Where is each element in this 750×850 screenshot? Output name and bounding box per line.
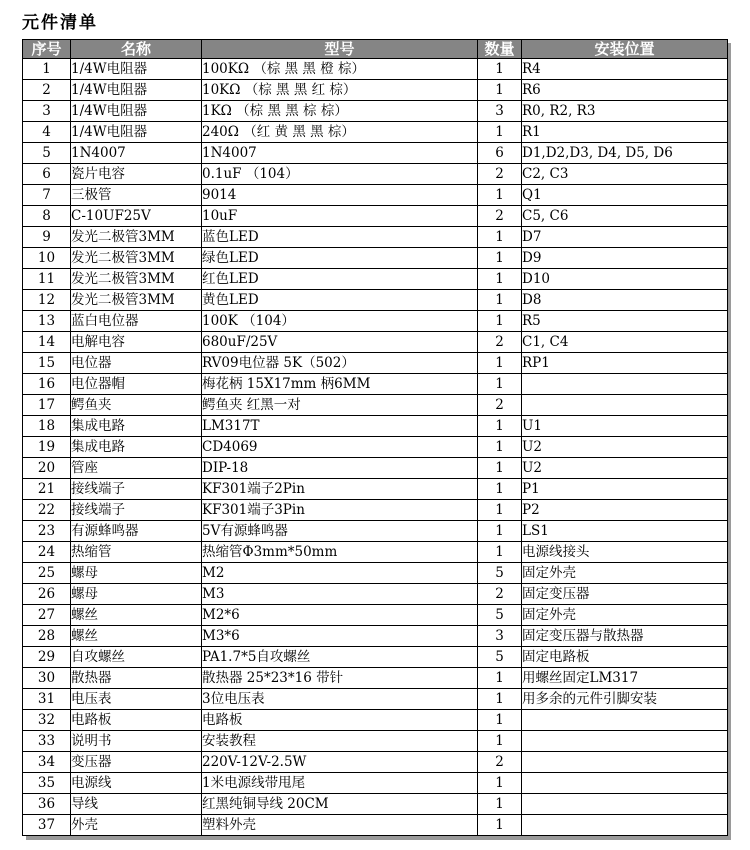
component-model: 100KΩ （棕 黑 黑 橙 棕） <box>202 59 478 80</box>
component-quantity: 5 <box>478 647 522 668</box>
component-name: 发光二极管3MM <box>71 269 202 290</box>
component-model: 梅花柄 15X17mm 柄6MM <box>202 374 478 395</box>
component-name: 接线端子 <box>71 479 202 500</box>
install-position: D1,D2,D3, D4, D5, D6 <box>522 143 728 164</box>
component-model: LM317T <box>202 416 478 437</box>
component-name: 三极管 <box>71 185 202 206</box>
component-model: 鳄鱼夹 红黑一对 <box>202 395 478 416</box>
install-position: U2 <box>522 458 728 479</box>
component-name: 螺母 <box>71 563 202 584</box>
row-number: 13 <box>23 311 71 332</box>
row-number: 8 <box>23 206 71 227</box>
component-model: RV09电位器 5K（502） <box>202 353 478 374</box>
component-name: 螺母 <box>71 584 202 605</box>
row-number: 3 <box>23 101 71 122</box>
component-model: DIP-18 <box>202 458 478 479</box>
component-model: 3位电压表 <box>202 689 478 710</box>
component-name: 1/4W电阻器 <box>71 59 202 80</box>
component-name: 电位器帽 <box>71 374 202 395</box>
component-name: 电压表 <box>71 689 202 710</box>
install-position <box>522 395 728 416</box>
component-model: 安装教程 <box>202 731 478 752</box>
row-number: 23 <box>23 521 71 542</box>
row-number: 1 <box>23 59 71 80</box>
component-name: 热缩管 <box>71 542 202 563</box>
table-row <box>23 689 728 710</box>
component-quantity: 1 <box>478 59 522 80</box>
component-quantity: 1 <box>478 374 522 395</box>
component-model: KF301端子2Pin <box>202 479 478 500</box>
row-number: 29 <box>23 647 71 668</box>
component-name: 发光二极管3MM <box>71 227 202 248</box>
install-position: D8 <box>522 290 728 311</box>
row-number: 11 <box>23 269 71 290</box>
install-position: 固定电路板 <box>522 647 728 668</box>
row-number: 17 <box>23 395 71 416</box>
row-number: 16 <box>23 374 71 395</box>
component-name: 变压器 <box>71 752 202 773</box>
row-number: 26 <box>23 584 71 605</box>
component-quantity: 5 <box>478 563 522 584</box>
row-number: 30 <box>23 668 71 689</box>
table-body <box>23 59 728 836</box>
component-name: 导线 <box>71 794 202 815</box>
header-no: 序号 <box>23 40 71 59</box>
component-model: M3*6 <box>202 626 478 647</box>
install-position: 固定外壳 <box>522 563 728 584</box>
table-row <box>23 311 728 332</box>
table-row <box>23 647 728 668</box>
component-quantity: 1 <box>478 269 522 290</box>
row-number: 10 <box>23 248 71 269</box>
component-model: CD4069 <box>202 437 478 458</box>
table-row <box>23 227 728 248</box>
table-row <box>23 101 728 122</box>
table-row <box>23 374 728 395</box>
table-row <box>23 164 728 185</box>
row-number: 5 <box>23 143 71 164</box>
component-name: 管座 <box>71 458 202 479</box>
component-model: M2 <box>202 563 478 584</box>
component-name: 瓷片电容 <box>71 164 202 185</box>
row-number: 12 <box>23 290 71 311</box>
component-model: 680uF/25V <box>202 332 478 353</box>
component-quantity: 3 <box>478 101 522 122</box>
install-position: 固定外壳 <box>522 605 728 626</box>
table-row <box>23 752 728 773</box>
row-number: 7 <box>23 185 71 206</box>
header-qty: 数量 <box>478 40 522 59</box>
component-name: 集成电路 <box>71 416 202 437</box>
component-quantity: 1 <box>478 290 522 311</box>
row-number: 24 <box>23 542 71 563</box>
component-name: 接线端子 <box>71 500 202 521</box>
component-name: C-10UF25V <box>71 206 202 227</box>
component-model: 10uF <box>202 206 478 227</box>
table-row <box>23 794 728 815</box>
row-number: 31 <box>23 689 71 710</box>
component-name: 自攻螺丝 <box>71 647 202 668</box>
table-row <box>23 500 728 521</box>
install-position: P2 <box>522 500 728 521</box>
component-quantity: 1 <box>478 353 522 374</box>
install-position: R5 <box>522 311 728 332</box>
component-quantity: 1 <box>478 521 522 542</box>
component-name: 1/4W电阻器 <box>71 122 202 143</box>
component-name: 1/4W电阻器 <box>71 101 202 122</box>
component-name: 集成电路 <box>71 437 202 458</box>
component-quantity: 1 <box>478 815 522 836</box>
install-position <box>522 752 728 773</box>
component-name: 1N4007 <box>71 143 202 164</box>
install-position: RP1 <box>522 353 728 374</box>
component-quantity: 2 <box>478 584 522 605</box>
component-model: 0.1uF （104） <box>202 164 478 185</box>
row-number: 22 <box>23 500 71 521</box>
table-row <box>23 122 728 143</box>
install-position: D7 <box>522 227 728 248</box>
row-number: 33 <box>23 731 71 752</box>
install-position <box>522 794 728 815</box>
component-quantity: 5 <box>478 605 522 626</box>
install-position: LS1 <box>522 521 728 542</box>
component-quantity: 3 <box>478 626 522 647</box>
table-row <box>23 815 728 836</box>
component-model: 热缩管Φ3mm*50mm <box>202 542 478 563</box>
component-quantity: 2 <box>478 395 522 416</box>
table-row <box>23 668 728 689</box>
table-row <box>23 185 728 206</box>
component-name: 外壳 <box>71 815 202 836</box>
component-quantity: 2 <box>478 332 522 353</box>
component-quantity: 1 <box>478 458 522 479</box>
component-model: PA1.7*5自攻螺丝 <box>202 647 478 668</box>
component-quantity: 1 <box>478 416 522 437</box>
component-model: 1米电源线带甩尾 <box>202 773 478 794</box>
component-quantity: 1 <box>478 542 522 563</box>
row-number: 28 <box>23 626 71 647</box>
row-number: 18 <box>23 416 71 437</box>
component-model: 5V有源蜂鸣器 <box>202 521 478 542</box>
component-model: 散热器 25*23*16 带针 <box>202 668 478 689</box>
row-number: 25 <box>23 563 71 584</box>
component-name: 1/4W电阻器 <box>71 80 202 101</box>
row-number: 34 <box>23 752 71 773</box>
table-row <box>23 332 728 353</box>
component-quantity: 1 <box>478 773 522 794</box>
row-number: 15 <box>23 353 71 374</box>
component-model: M2*6 <box>202 605 478 626</box>
component-quantity: 1 <box>478 122 522 143</box>
row-number: 36 <box>23 794 71 815</box>
component-quantity: 1 <box>478 437 522 458</box>
component-name: 螺丝 <box>71 605 202 626</box>
row-number: 19 <box>23 437 71 458</box>
component-quantity: 1 <box>478 248 522 269</box>
component-quantity: 1 <box>478 710 522 731</box>
table-row <box>23 437 728 458</box>
component-name: 电源线 <box>71 773 202 794</box>
row-number: 32 <box>23 710 71 731</box>
table-row <box>23 206 728 227</box>
component-quantity: 1 <box>478 689 522 710</box>
table-row <box>23 416 728 437</box>
component-model: 100K （104） <box>202 311 478 332</box>
component-model: M3 <box>202 584 478 605</box>
table-row <box>23 395 728 416</box>
table-row <box>23 710 728 731</box>
install-position: R1 <box>522 122 728 143</box>
component-quantity: 1 <box>478 668 522 689</box>
table-row <box>23 458 728 479</box>
header-model: 型号 <box>202 40 478 59</box>
component-name: 电路板 <box>71 710 202 731</box>
table-row <box>23 80 728 101</box>
component-model: 红黑纯铜导线 20CM <box>202 794 478 815</box>
component-name: 发光二极管3MM <box>71 290 202 311</box>
install-position: D9 <box>522 248 728 269</box>
component-model: 1N4007 <box>202 143 478 164</box>
component-model: 1KΩ （棕 黑 黑 棕 棕） <box>202 101 478 122</box>
component-model: 9014 <box>202 185 478 206</box>
install-position <box>522 773 728 794</box>
component-model: 10KΩ （棕 黑 黑 红 棕） <box>202 80 478 101</box>
table-row <box>23 521 728 542</box>
row-number: 27 <box>23 605 71 626</box>
component-quantity: 6 <box>478 143 522 164</box>
row-number: 4 <box>23 122 71 143</box>
component-name: 蓝白电位器 <box>71 311 202 332</box>
install-position: 电源线接头 <box>522 542 728 563</box>
table-row <box>23 773 728 794</box>
component-name: 有源蜂鸣器 <box>71 521 202 542</box>
install-position: 固定变压器与散热器 <box>522 626 728 647</box>
install-position: C2, C3 <box>522 164 728 185</box>
install-position: C1, C4 <box>522 332 728 353</box>
table-row <box>23 290 728 311</box>
component-quantity: 1 <box>478 311 522 332</box>
component-quantity: 1 <box>478 80 522 101</box>
install-position <box>522 710 728 731</box>
component-name: 说明书 <box>71 731 202 752</box>
install-position: 用螺丝固定LM317 <box>522 668 728 689</box>
component-model: 220V-12V-2.5W <box>202 752 478 773</box>
table-row <box>23 563 728 584</box>
install-position: R4 <box>522 59 728 80</box>
component-model: 电路板 <box>202 710 478 731</box>
component-name: 电解电容 <box>71 332 202 353</box>
row-number: 35 <box>23 773 71 794</box>
component-list-table <box>22 39 728 836</box>
row-number: 14 <box>23 332 71 353</box>
component-quantity: 1 <box>478 227 522 248</box>
row-number: 2 <box>23 80 71 101</box>
row-number: 21 <box>23 479 71 500</box>
component-name: 螺丝 <box>71 626 202 647</box>
component-name: 发光二极管3MM <box>71 248 202 269</box>
component-quantity: 1 <box>478 500 522 521</box>
install-position: D10 <box>522 269 728 290</box>
table-row <box>23 269 728 290</box>
install-position: R0, R2, R3 <box>522 101 728 122</box>
component-model: 蓝色LED <box>202 227 478 248</box>
table-row <box>23 248 728 269</box>
table-row <box>23 626 728 647</box>
component-quantity: 1 <box>478 185 522 206</box>
component-name: 电位器 <box>71 353 202 374</box>
component-model: 黄色LED <box>202 290 478 311</box>
install-position: R6 <box>522 80 728 101</box>
install-position: U1 <box>522 416 728 437</box>
page-title: 元件清单 <box>22 13 98 33</box>
install-position <box>522 731 728 752</box>
component-quantity: 2 <box>478 752 522 773</box>
install-position: U2 <box>522 437 728 458</box>
install-position: Q1 <box>522 185 728 206</box>
component-name: 散热器 <box>71 668 202 689</box>
table-row <box>23 143 728 164</box>
install-position: 固定变压器 <box>522 584 728 605</box>
table-header-row <box>23 40 728 59</box>
header-name: 名称 <box>71 40 202 59</box>
component-name: 鳄鱼夹 <box>71 395 202 416</box>
table-row <box>23 353 728 374</box>
install-position <box>522 815 728 836</box>
install-position <box>522 374 728 395</box>
component-model: KF301端子3Pin <box>202 500 478 521</box>
component-quantity: 1 <box>478 794 522 815</box>
table-row <box>23 584 728 605</box>
table-row <box>23 479 728 500</box>
component-quantity: 1 <box>478 731 522 752</box>
component-quantity: 1 <box>478 479 522 500</box>
install-position: P1 <box>522 479 728 500</box>
component-model: 塑料外壳 <box>202 815 478 836</box>
row-number: 20 <box>23 458 71 479</box>
component-model: 240Ω （红 黄 黑 黑 棕） <box>202 122 478 143</box>
component-quantity: 2 <box>478 164 522 185</box>
row-number: 6 <box>23 164 71 185</box>
row-number: 37 <box>23 815 71 836</box>
component-model: 红色LED <box>202 269 478 290</box>
table-row <box>23 59 728 80</box>
table-row <box>23 731 728 752</box>
component-model: 绿色LED <box>202 248 478 269</box>
table-row <box>23 605 728 626</box>
header-position: 安装位置 <box>522 40 728 59</box>
table-row <box>23 542 728 563</box>
install-position: C5, C6 <box>522 206 728 227</box>
install-position: 用多余的元件引脚安装 <box>522 689 728 710</box>
row-number: 9 <box>23 227 71 248</box>
component-quantity: 2 <box>478 206 522 227</box>
